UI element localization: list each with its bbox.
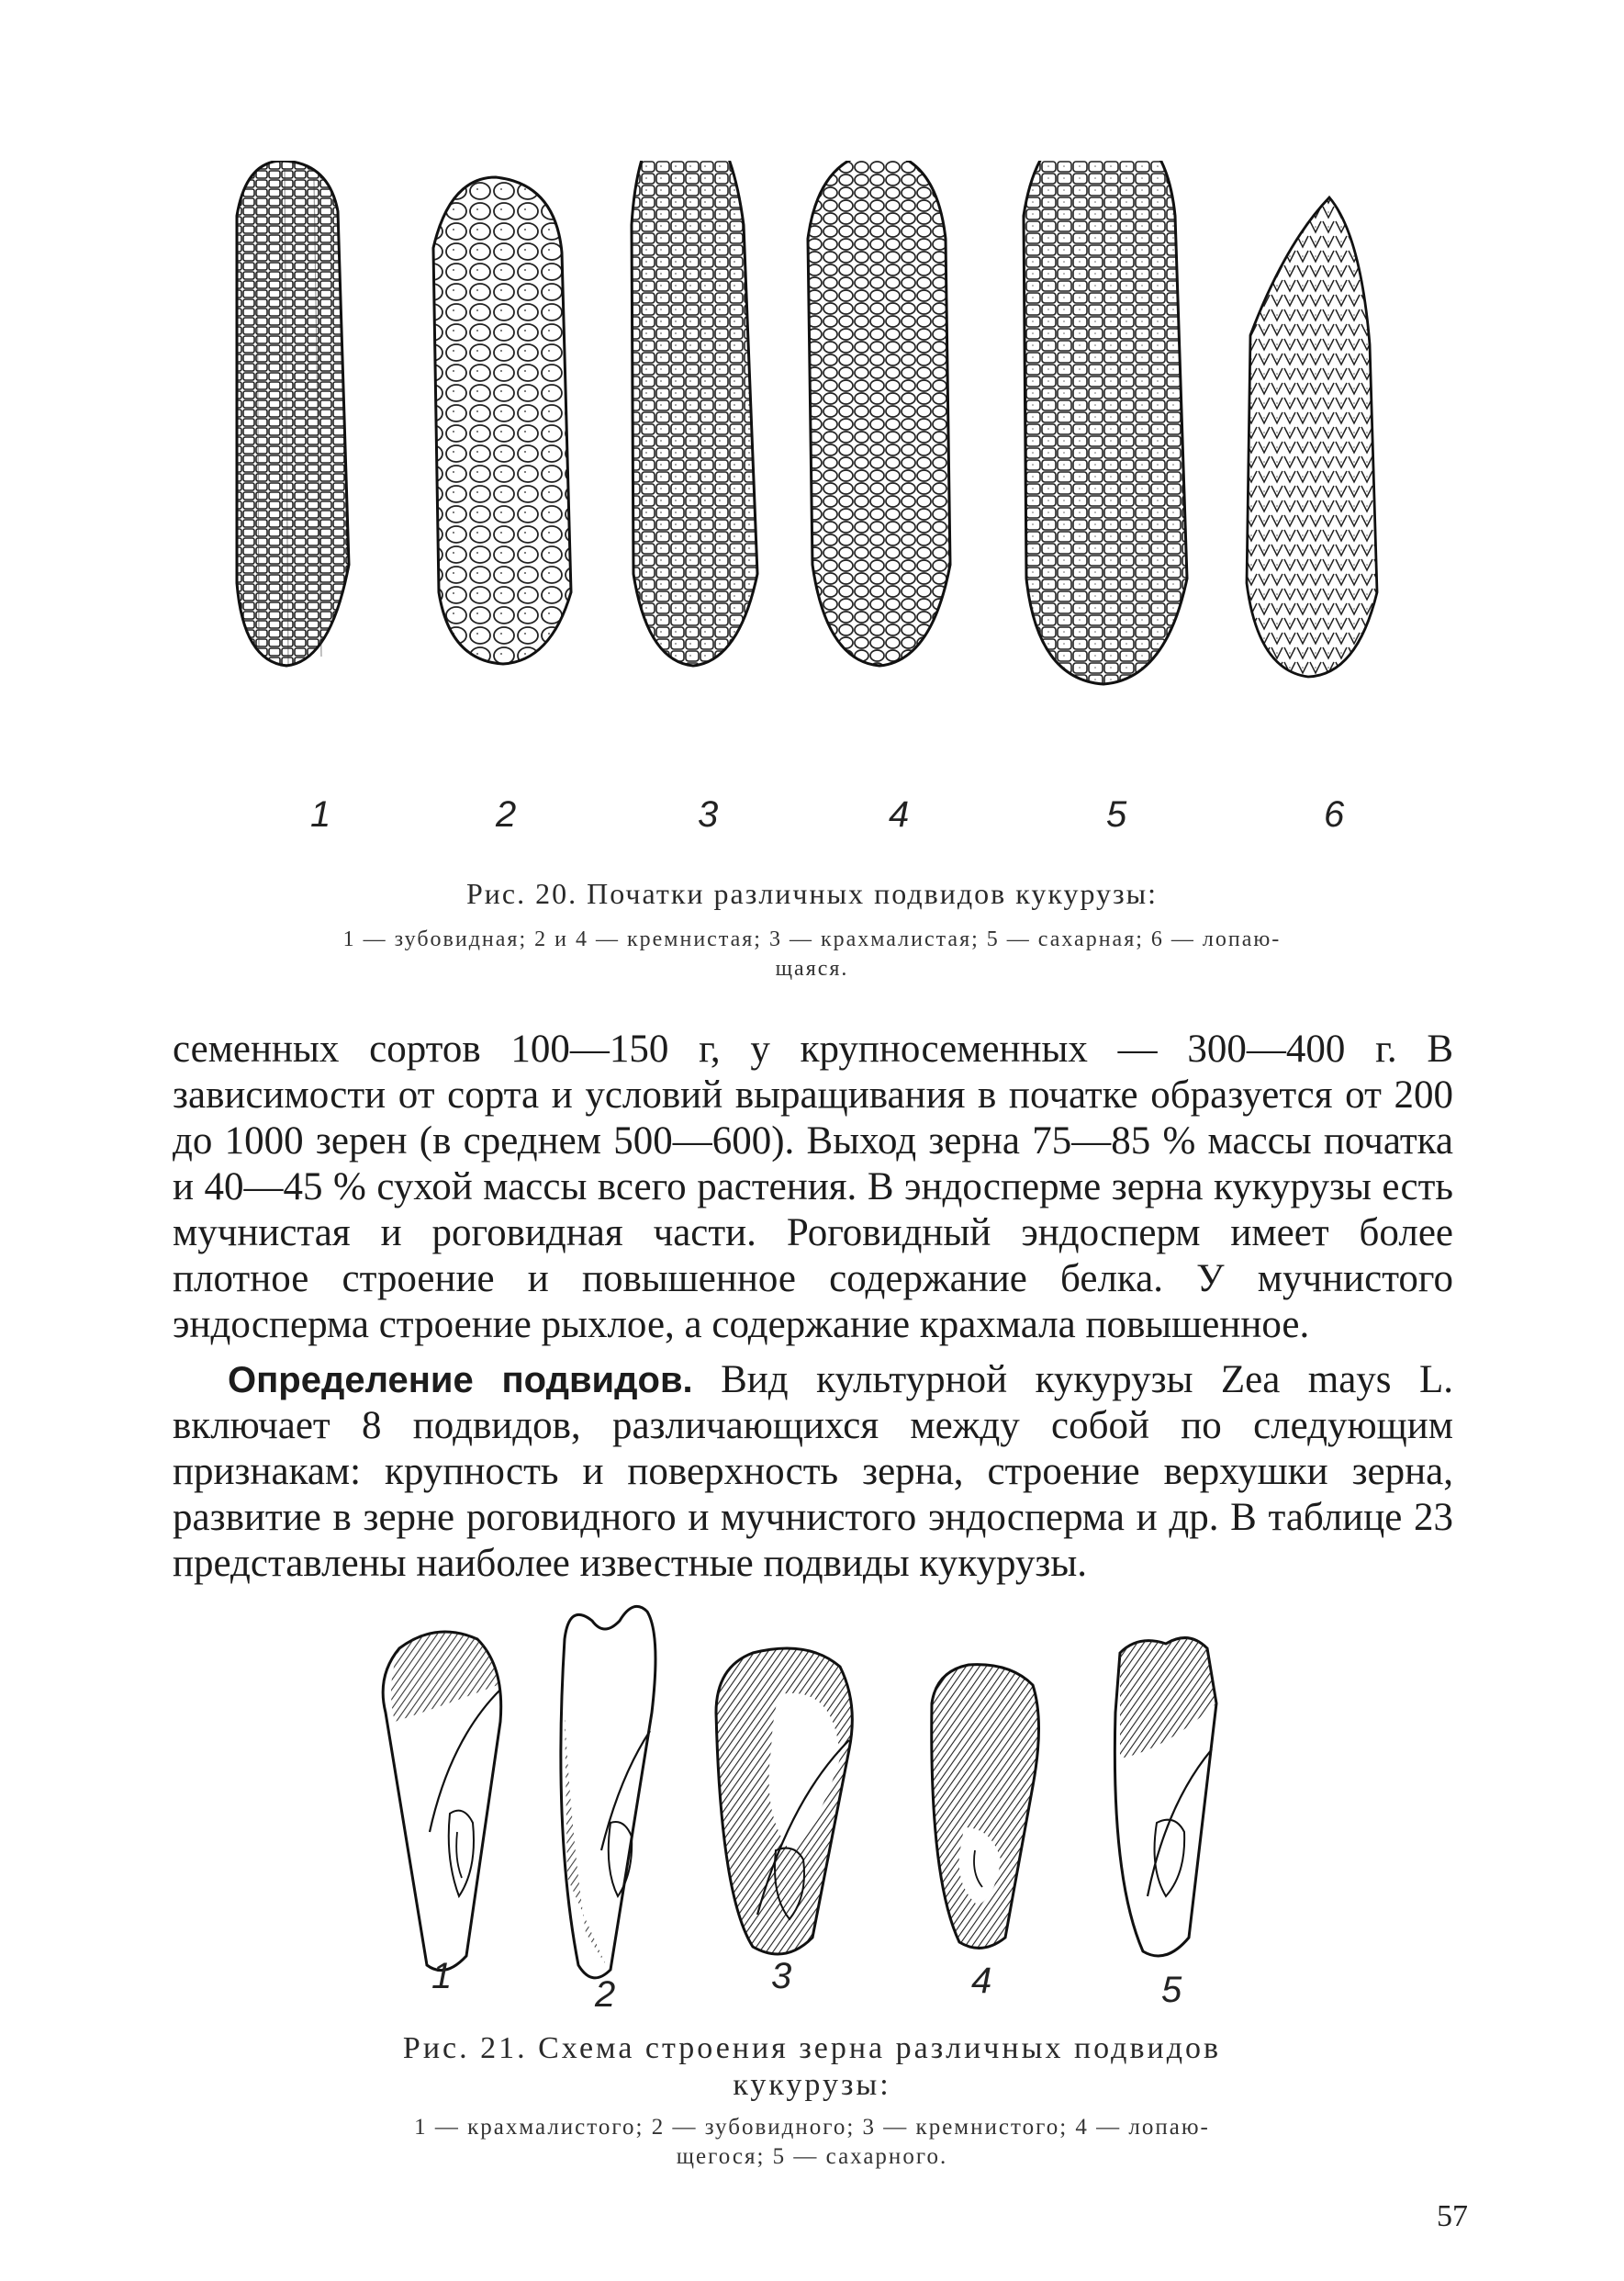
kernel-2-dent xyxy=(561,1606,655,1978)
figure-21-legend-line1: 1 — крахмалистого; 2 — зубовидного; 3 — кремнистого; 4 — лопаю- xyxy=(414,2115,1210,2140)
figure-21-legend-line2: щегося; 5 — сахарного. xyxy=(676,2144,948,2169)
figure-21-caption-line2: кукурузы: xyxy=(733,2068,891,2102)
figure-20-legend-line2: щаяся. xyxy=(775,957,849,981)
cob-number-1: 1 xyxy=(310,794,331,835)
cob-5-sweet xyxy=(1024,161,1187,684)
cob-6-popping xyxy=(1247,197,1377,677)
figure-20-corn-cobs xyxy=(230,161,1423,859)
cob-number-4: 4 xyxy=(889,794,910,835)
paragraph-2-heading: Определение подвидов. xyxy=(228,1360,693,1400)
cob-1-dent xyxy=(237,161,349,666)
figure-21-caption-line1: Рис. 21. Схема строения зерна различных подвидов xyxy=(402,2031,1222,2065)
cob-number-3: 3 xyxy=(698,794,719,835)
kernel-4-popping xyxy=(932,1665,1039,1949)
paragraph-2 xyxy=(173,1357,1453,1587)
kernel-number-2: 2 xyxy=(595,1974,616,2015)
page-number: 57 xyxy=(1437,2199,1468,2233)
cob-number-6: 6 xyxy=(1324,794,1345,835)
body-text xyxy=(173,1027,1453,1587)
corn-cobs-illustration xyxy=(230,161,1423,859)
figure-21-kernels xyxy=(358,1602,1294,2025)
cob-number-2: 2 xyxy=(496,794,517,835)
paragraph-2-text: Вид культурной кукурузы Zea mays L. включает 8 подвидов, различающихся между собой по следующим признакам: крупность и поверхность зерна, строение верхушки зерна, развитие в зерне роговидного и мучнистого эндосперма и др. В таблице 23 представлены наиболее известные подвиды кукурузы. xyxy=(173,1358,1453,1585)
kernel-number-5: 5 xyxy=(1161,1970,1182,2010)
kernel-3-flint xyxy=(716,1648,852,1954)
cob-3-starchy xyxy=(632,161,757,666)
kernel-number-1: 1 xyxy=(431,1956,453,1996)
figure-20-caption: Рис. 20. Початки различных подвидов кукурузы: xyxy=(465,877,1159,910)
kernel-number-4: 4 xyxy=(971,1961,992,2001)
kernel-number-3: 3 xyxy=(771,1956,792,1996)
paragraph-1: семенных сортов 100—150 г, у крупносеменных — 300—400 г. В зависимости от сорта и условий выращивания в початке образуется от 200 до 1000 зерен (в среднем 500—600). Выход зерна 75—85 % массы початка и 40—45 % сухой массы всего растения. В эндосперме зерна кукурузы есть мучнистая и роговидная части. Роговидный эндосперм имеет более плотное строение и повышенное содержание белка. У мучнистого эндосперма строение рыхлое, а содержание крахмала повышенное. xyxy=(173,1028,1453,1346)
cob-number-5: 5 xyxy=(1106,794,1127,835)
kernel-5-sweet xyxy=(1114,1638,1216,1956)
figure-20-legend-line1: 1 — зубовидная; 2 и 4 — кремнистая; 3 — крахмалистая; 5 — сахарная; 6 — лопаю- xyxy=(342,927,1282,951)
kernel-illustration xyxy=(358,1602,1294,2025)
cob-2-flint xyxy=(433,177,571,664)
kernel-1-starchy xyxy=(383,1632,501,1971)
cob-4-flint xyxy=(808,161,950,666)
